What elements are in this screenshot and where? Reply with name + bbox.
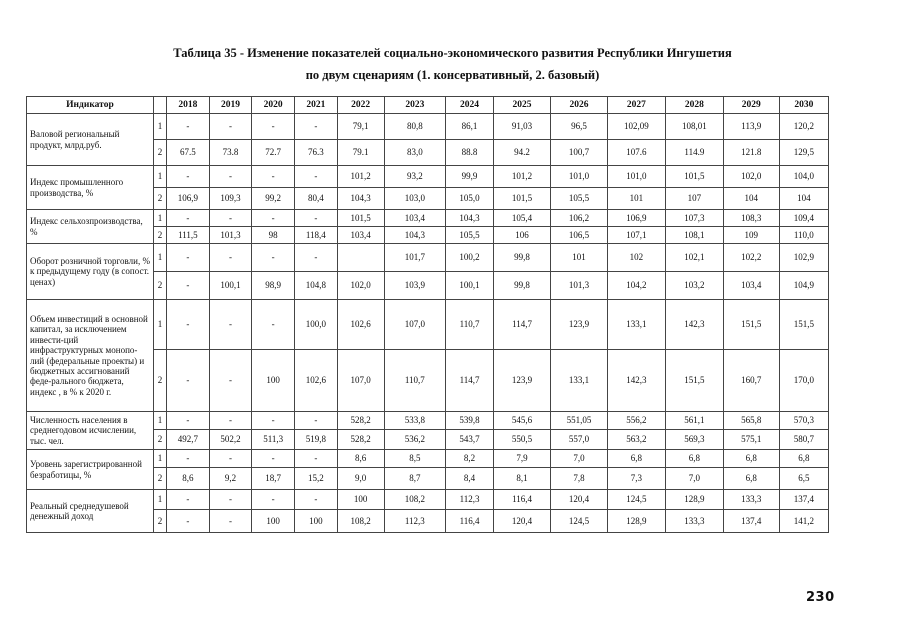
value-cell: 137,4 [779, 490, 828, 510]
value-cell: - [252, 450, 295, 468]
value-cell: 103,2 [665, 272, 723, 300]
value-cell: - [167, 510, 210, 533]
value-cell: 107,0 [337, 350, 384, 412]
value-cell: - [209, 300, 252, 350]
header-indicator: Индикатор [27, 97, 154, 114]
value-cell: 109,3 [209, 188, 252, 210]
value-cell: 569,3 [665, 430, 723, 450]
value-cell: 8,7 [384, 468, 445, 490]
value-cell: 112,3 [384, 510, 445, 533]
scenario-number: 2 [153, 430, 166, 450]
value-cell: 120,4 [494, 510, 551, 533]
value-cell: 123,9 [494, 350, 551, 412]
value-cell: 100,7 [551, 140, 608, 166]
value-cell: 101,5 [665, 166, 723, 188]
value-cell: 18,7 [252, 468, 295, 490]
value-cell: 570,3 [779, 412, 828, 430]
value-cell: 104,0 [779, 166, 828, 188]
value-cell: 103,4 [384, 210, 445, 227]
value-cell: 110,0 [779, 227, 828, 244]
table-row [27, 300, 829, 350]
value-cell: 565,8 [723, 412, 779, 430]
header-year: 2030 [779, 97, 828, 114]
value-cell: 103,0 [384, 188, 445, 210]
value-cell: - [295, 450, 338, 468]
value-cell: 67.5 [167, 140, 210, 166]
value-cell: 99,8 [494, 244, 551, 272]
value-cell: 141,2 [779, 510, 828, 533]
scenario-number: 2 [153, 140, 166, 166]
value-cell: 104 [723, 188, 779, 210]
value-cell: - [167, 272, 210, 300]
value-cell: 128,9 [607, 510, 665, 533]
value-cell: 100 [337, 490, 384, 510]
value-cell: 99,8 [494, 272, 551, 300]
value-cell: 102,1 [665, 244, 723, 272]
value-cell: 557,0 [551, 430, 608, 450]
scenario-number: 2 [153, 227, 166, 244]
value-cell: 103,9 [384, 272, 445, 300]
header-year: 2020 [252, 97, 295, 114]
value-cell: - [295, 166, 338, 188]
value-cell: 99,2 [252, 188, 295, 210]
value-cell: 100,1 [445, 272, 493, 300]
value-cell: 556,2 [607, 412, 665, 430]
value-cell: 539,8 [445, 412, 493, 430]
value-cell: 575,1 [723, 430, 779, 450]
table-row [27, 114, 829, 140]
value-cell: 6,8 [723, 468, 779, 490]
value-cell: - [209, 350, 252, 412]
table-row [27, 244, 829, 272]
value-cell: 551,05 [551, 412, 608, 430]
value-cell: - [167, 300, 210, 350]
value-cell: 6,5 [779, 468, 828, 490]
value-cell: 100 [252, 510, 295, 533]
value-cell: 114.9 [665, 140, 723, 166]
value-cell: 8,5 [384, 450, 445, 468]
value-cell: 8,6 [167, 468, 210, 490]
value-cell: - [167, 450, 210, 468]
data-table-container [26, 96, 829, 533]
value-cell: 106 [494, 227, 551, 244]
value-cell: 543,7 [445, 430, 493, 450]
value-cell: - [167, 166, 210, 188]
value-cell: 102,0 [337, 272, 384, 300]
header-year: 2023 [384, 97, 445, 114]
value-cell: 124,5 [607, 490, 665, 510]
value-cell: 7,3 [607, 468, 665, 490]
value-cell: 80,4 [295, 188, 338, 210]
value-cell: 116,4 [445, 510, 493, 533]
value-cell: - [252, 244, 295, 272]
value-cell: - [209, 510, 252, 533]
value-cell: 124,5 [551, 510, 608, 533]
value-cell: 105,0 [445, 188, 493, 210]
table-title-line-1: Таблица 35 - Изменение показателей социально-экономического развития Республики Ингушетия [173, 46, 732, 60]
header-year: 2024 [445, 97, 493, 114]
value-cell: 102,9 [779, 244, 828, 272]
value-cell: 113,9 [723, 114, 779, 140]
value-cell: 137,4 [723, 510, 779, 533]
value-cell: 536,2 [384, 430, 445, 450]
value-cell: 112,3 [445, 490, 493, 510]
value-cell [337, 244, 384, 272]
value-cell: - [167, 412, 210, 430]
value-cell: 109,4 [779, 210, 828, 227]
value-cell: 107 [665, 188, 723, 210]
value-cell: 8,1 [494, 468, 551, 490]
value-cell: 109 [723, 227, 779, 244]
value-cell: 101,0 [607, 166, 665, 188]
value-cell: 98 [252, 227, 295, 244]
value-cell: 550,5 [494, 430, 551, 450]
value-cell: - [167, 114, 210, 140]
value-cell: 101 [607, 188, 665, 210]
value-cell: 107,0 [384, 300, 445, 350]
value-cell: 108,01 [665, 114, 723, 140]
value-cell: - [252, 300, 295, 350]
value-cell: 104,2 [607, 272, 665, 300]
table-row [27, 450, 829, 468]
indicator-name: Объем инвестиций в основной капитал, за исключением инвести-ций инфраструктурных монопо-лий (федеральные проекты) и бюджетных ассигнований феде-рального бюджета, индекс , в % к 2020 г. [27, 300, 154, 412]
value-cell: 106,9 [607, 210, 665, 227]
value-cell: 76.3 [295, 140, 338, 166]
value-cell: 151,5 [723, 300, 779, 350]
value-cell: - [167, 244, 210, 272]
value-cell: 129,5 [779, 140, 828, 166]
value-cell: 545,6 [494, 412, 551, 430]
value-cell: 105,4 [494, 210, 551, 227]
value-cell: 94.2 [494, 140, 551, 166]
scenario-number: 1 [153, 210, 166, 227]
value-cell: 160,7 [723, 350, 779, 412]
value-cell: 7,8 [551, 468, 608, 490]
header-year: 2029 [723, 97, 779, 114]
value-cell: - [209, 210, 252, 227]
value-cell: 6,8 [607, 450, 665, 468]
value-cell: 6,8 [779, 450, 828, 468]
scenario-number: 1 [153, 490, 166, 510]
value-cell: 580,7 [779, 430, 828, 450]
value-cell: - [167, 490, 210, 510]
value-cell: 511,3 [252, 430, 295, 450]
value-cell: 492,7 [167, 430, 210, 450]
table-title-line-2: по двум сценариям (1. консервативный, 2. базовый) [305, 68, 600, 82]
scenario-number: 2 [153, 350, 166, 412]
value-cell: 105,5 [445, 227, 493, 244]
value-cell: 102,09 [607, 114, 665, 140]
value-cell: 101 [551, 244, 608, 272]
scenario-number: 1 [153, 412, 166, 430]
value-cell: 101,0 [551, 166, 608, 188]
value-cell: 103,4 [723, 272, 779, 300]
value-cell: 104,3 [384, 227, 445, 244]
value-cell: 102,0 [723, 166, 779, 188]
value-cell: 99,9 [445, 166, 493, 188]
value-cell: 133,1 [607, 300, 665, 350]
value-cell: 101,7 [384, 244, 445, 272]
value-cell: 96,5 [551, 114, 608, 140]
value-cell: 106,9 [167, 188, 210, 210]
value-cell: 73.8 [209, 140, 252, 166]
value-cell: 561,1 [665, 412, 723, 430]
scenario-number: 1 [153, 244, 166, 272]
value-cell: 100 [252, 350, 295, 412]
value-cell: 93,2 [384, 166, 445, 188]
value-cell: - [252, 412, 295, 430]
header-scenario [153, 97, 166, 114]
header-year: 2028 [665, 97, 723, 114]
table-body [27, 114, 829, 533]
value-cell: 101,3 [209, 227, 252, 244]
value-cell: 111,5 [167, 227, 210, 244]
scenario-number: 1 [153, 300, 166, 350]
value-cell: - [252, 490, 295, 510]
value-cell: 108,2 [337, 510, 384, 533]
value-cell: 170,0 [779, 350, 828, 412]
value-cell: 83,0 [384, 140, 445, 166]
value-cell: 79,1 [337, 114, 384, 140]
header-year: 2021 [295, 97, 338, 114]
indicator-name: Численность населения в среднегодовом исчислении, тыс. чел. [27, 412, 154, 450]
page-number: 230 [806, 590, 835, 605]
value-cell: 104,8 [295, 272, 338, 300]
value-cell: 100,1 [209, 272, 252, 300]
value-cell: 110,7 [445, 300, 493, 350]
value-cell: 114,7 [445, 350, 493, 412]
value-cell: 107.6 [607, 140, 665, 166]
value-cell: - [295, 114, 338, 140]
value-cell: 102,2 [723, 244, 779, 272]
value-cell: 15,2 [295, 468, 338, 490]
value-cell: 114,7 [494, 300, 551, 350]
value-cell: 7,0 [665, 468, 723, 490]
value-cell: 6,8 [665, 450, 723, 468]
indicator-name: Оборот розничной торговли, % к предыдущему году (в сопост. ценах) [27, 244, 154, 300]
value-cell: - [295, 210, 338, 227]
value-cell: 101,3 [551, 272, 608, 300]
value-cell: - [295, 244, 338, 272]
table-row [27, 210, 829, 227]
indicator-name: Валовой региональный продукт, млрд.руб. [27, 114, 154, 166]
value-cell: 108,1 [665, 227, 723, 244]
value-cell: 7,9 [494, 450, 551, 468]
value-cell: - [295, 412, 338, 430]
indicator-name: Индекс сельхозпроизводства, % [27, 210, 154, 244]
scenario-number: 1 [153, 450, 166, 468]
value-cell: 123,9 [551, 300, 608, 350]
header-year: 2022 [337, 97, 384, 114]
table-row [27, 166, 829, 188]
value-cell: 121.8 [723, 140, 779, 166]
value-cell: 106,2 [551, 210, 608, 227]
value-cell: 72.7 [252, 140, 295, 166]
header-year: 2026 [551, 97, 608, 114]
header-year: 2019 [209, 97, 252, 114]
value-cell: 107,3 [665, 210, 723, 227]
value-cell: 100,2 [445, 244, 493, 272]
value-cell: - [209, 450, 252, 468]
value-cell: - [167, 210, 210, 227]
value-cell: - [209, 412, 252, 430]
value-cell: 105,5 [551, 188, 608, 210]
scenario-number: 1 [153, 114, 166, 140]
scenario-number: 2 [153, 510, 166, 533]
value-cell: 91,03 [494, 114, 551, 140]
value-cell: 151,5 [665, 350, 723, 412]
value-cell: 533,8 [384, 412, 445, 430]
value-cell: - [252, 114, 295, 140]
value-cell: 88.8 [445, 140, 493, 166]
value-cell: - [252, 166, 295, 188]
value-cell: 102,6 [295, 350, 338, 412]
value-cell: 104 [779, 188, 828, 210]
value-cell: 108,2 [384, 490, 445, 510]
value-cell: 104,3 [337, 188, 384, 210]
value-cell: 7,0 [551, 450, 608, 468]
value-cell: 101,2 [337, 166, 384, 188]
header-year: 2025 [494, 97, 551, 114]
value-cell: 6,8 [723, 450, 779, 468]
value-cell: - [209, 490, 252, 510]
value-cell: 133,3 [665, 510, 723, 533]
value-cell: 110,7 [384, 350, 445, 412]
value-cell: 563,2 [607, 430, 665, 450]
value-cell: 528,2 [337, 412, 384, 430]
indicators-table [26, 96, 829, 533]
scenario-number: 2 [153, 468, 166, 490]
value-cell: 98,9 [252, 272, 295, 300]
value-cell: - [295, 490, 338, 510]
value-cell: 101,5 [337, 210, 384, 227]
indicator-name: Уровень зарегистрированной безработицы, % [27, 450, 154, 490]
value-cell: 120,2 [779, 114, 828, 140]
value-cell: 116,4 [494, 490, 551, 510]
value-cell: 120,4 [551, 490, 608, 510]
value-cell: 102 [607, 244, 665, 272]
value-cell: 100 [295, 510, 338, 533]
value-cell: 101,5 [494, 188, 551, 210]
value-cell: 104,9 [779, 272, 828, 300]
value-cell: 8,2 [445, 450, 493, 468]
value-cell: 519,8 [295, 430, 338, 450]
value-cell: 502,2 [209, 430, 252, 450]
value-cell: 151,5 [779, 300, 828, 350]
value-cell: 8,4 [445, 468, 493, 490]
scenario-number: 2 [153, 272, 166, 300]
value-cell: 80,8 [384, 114, 445, 140]
value-cell: 102,6 [337, 300, 384, 350]
value-cell: 101,2 [494, 166, 551, 188]
value-cell: 142,3 [607, 350, 665, 412]
scenario-number: 1 [153, 166, 166, 188]
value-cell: 104,3 [445, 210, 493, 227]
value-cell: 108,3 [723, 210, 779, 227]
scenario-number: 2 [153, 188, 166, 210]
value-cell: - [209, 166, 252, 188]
table-row [27, 412, 829, 430]
value-cell: - [209, 244, 252, 272]
value-cell: 118,4 [295, 227, 338, 244]
value-cell: 9,0 [337, 468, 384, 490]
indicator-name: Индекс промышленного производства, % [27, 166, 154, 210]
value-cell: - [209, 114, 252, 140]
value-cell: 9,2 [209, 468, 252, 490]
value-cell: 142,3 [665, 300, 723, 350]
value-cell: 100,0 [295, 300, 338, 350]
value-cell: 133,3 [723, 490, 779, 510]
value-cell: 106,5 [551, 227, 608, 244]
value-cell: 79.1 [337, 140, 384, 166]
table-row [27, 490, 829, 510]
header-year: 2027 [607, 97, 665, 114]
value-cell: - [252, 210, 295, 227]
value-cell: - [167, 350, 210, 412]
value-cell: 103,4 [337, 227, 384, 244]
value-cell: 528,2 [337, 430, 384, 450]
table-header-row [27, 97, 829, 114]
value-cell: 107,1 [607, 227, 665, 244]
value-cell: 128,9 [665, 490, 723, 510]
value-cell: 8,6 [337, 450, 384, 468]
value-cell: 133,1 [551, 350, 608, 412]
value-cell: 86,1 [445, 114, 493, 140]
indicator-name: Реальный среднедушевой денежный доход [27, 490, 154, 533]
header-year: 2018 [167, 97, 210, 114]
